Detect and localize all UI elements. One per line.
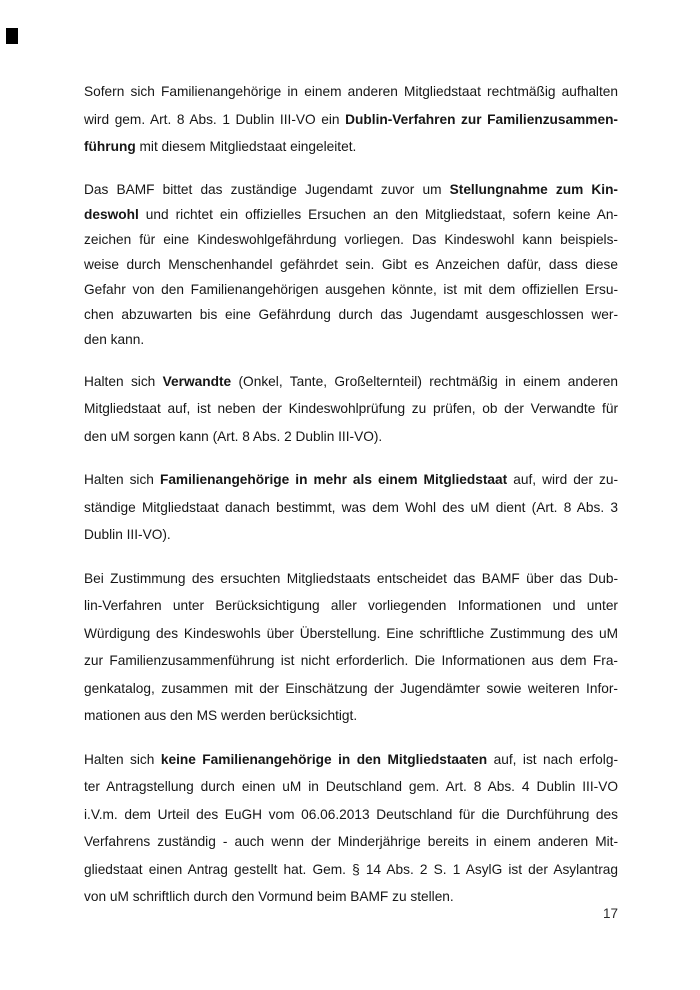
text-segment: mit diesem Mitgliedstaat eingeleitet. [135, 139, 357, 154]
text-segment: (Onkel, Tante, Großelternteil) rechtmäßig in einem anderen [231, 373, 618, 389]
page-number: 17 [602, 906, 618, 921]
text-segment: Halten sich [84, 751, 161, 767]
text-line [84, 675, 618, 703]
text-segment: Gefahr von den Familienangehörigen ausgehen könnte, ist mit dem offiziellen Ersu- [84, 281, 618, 297]
bold-text-segment: Stellungnahme zum Kin- [449, 181, 618, 197]
text-segment: von uM schriftlich durch den Vormund beim BAMF zu stellen. [84, 889, 454, 904]
text-segment: und richtet ein offizielles Ersuchen an den Mitgliedstaat, sofern keine An- [138, 206, 618, 222]
text-segment: gliedstaat einen Antrag gestellt hat. Gem. § 14 Abs. 2 S. 1 AsylG ist der Asylantrag [84, 861, 618, 877]
text-line [84, 565, 618, 593]
text-line [84, 327, 618, 352]
bold-text-segment: führung [84, 139, 136, 154]
text-segment: auf, wird der zu- [507, 472, 619, 487]
bold-text-segment: Dublin-Verfahren zur Familienzusammen- [345, 111, 618, 127]
text-segment: ter Antragstellung durch einen uM in Deutschland gem. Art. 8 Abs. 4 Dublin III-VO [84, 779, 618, 794]
text-line [84, 702, 618, 730]
paragraph [84, 746, 618, 911]
text-line [84, 133, 618, 161]
text-line [84, 177, 618, 202]
text-line [84, 592, 618, 620]
text-segment: Bei Zustimmung des ersuchten Mitgliedstaats entscheidet das BAMF über das Dub- [84, 570, 618, 586]
text-line [84, 773, 618, 801]
bold-text-segment: deswohl [84, 206, 139, 222]
text-segment: Halten sich [84, 373, 163, 389]
text-line [84, 106, 618, 134]
text-line [84, 252, 618, 277]
text-segment: chen abzuwarten bis eine Gefährdung durch das Jugendamt ausgeschlossen wer- [84, 306, 618, 322]
text-line [84, 746, 618, 774]
bold-text-segment: keine Familienangehörige in den Mitgliedstaaten [160, 751, 488, 767]
text-line [84, 395, 618, 423]
text-segment: Mitgliedstaat auf, ist neben der Kindeswohlprüfung zu prüfen, ob der Verwandte für [84, 401, 618, 416]
text-line [84, 227, 618, 252]
text-line [84, 277, 618, 302]
text-segment: mationen aus den MS werden berücksichtigt. [84, 708, 358, 723]
text-line [84, 368, 618, 396]
text-segment: i.V.m. dem Urteil des EuGH vom 06.06.2013 Deutschland für die Durchführung des [84, 806, 618, 822]
text-segment: den uM sorgen kann (Art. 8 Abs. 2 Dublin III-VO). [84, 428, 383, 444]
text-line [84, 856, 618, 884]
text-line [84, 620, 618, 648]
text-segment: Sofern sich Familienangehörige in einem anderen Mitgliedstaat rechtmäßig aufhalten [84, 84, 618, 99]
paragraph [84, 565, 618, 730]
paragraph [84, 368, 618, 451]
text-segment: Würdigung des Kindeswohls über Überstellung. Eine schriftliche Zustimmung des uM [84, 625, 618, 641]
text-segment: wird gem. Art. 8 Abs. 1 Dublin III-VO ein [84, 111, 346, 127]
text-segment: genkatalog, zusammen mit der Einschätzung der Jugendämter sowie weiteren Infor- [84, 680, 618, 696]
text-line [84, 494, 618, 522]
text-line [84, 202, 618, 227]
document-body [84, 78, 618, 927]
text-segment: zeichen für eine Kindeswohlgefährdung vorliegen. Das Kindeswohl kann beispiels- [84, 231, 618, 247]
text-segment: zur Familienzusammenführung ist nicht erforderlich. Die Informationen aus dem Fra- [84, 653, 618, 668]
text-segment: Halten sich [84, 472, 160, 487]
text-segment: den kann. [84, 331, 145, 347]
text-segment: Dublin III-VO). [84, 527, 171, 542]
paragraph [84, 78, 618, 161]
text-segment: weise durch Menschenhandel gefährdet sein. Gibt es Anzeichen dafür, dass diese [84, 256, 618, 272]
text-line [84, 828, 618, 856]
text-segment: Verfahrens zuständig - auch wenn der Minderjährige bereits in einem anderen Mit- [84, 834, 618, 849]
paragraph [84, 466, 618, 549]
text-segment: Das BAMF bittet das zuständige Jugendamt zuvor um [84, 181, 450, 197]
text-line [84, 78, 618, 106]
text-line [84, 423, 618, 451]
scan-artifact-mark [6, 28, 18, 44]
text-line [84, 302, 618, 327]
paragraph [84, 177, 618, 352]
text-segment: auf, ist nach erfolg- [487, 751, 618, 767]
text-line [84, 801, 618, 829]
text-segment: lin-Verfahren unter Berücksichtigung aller vorliegenden Informationen und unter [84, 598, 618, 613]
bold-text-segment: Verwandte [162, 373, 232, 389]
text-segment: ständige Mitgliedstaat danach bestimmt, was dem Wohl des uM dient (Art. 8 Abs. 3 [84, 499, 618, 515]
bold-text-segment: Familienangehörige in mehr als einem Mitgliedstaat [159, 472, 508, 487]
text-line [84, 647, 618, 675]
text-line [84, 466, 618, 494]
text-line [84, 521, 618, 549]
